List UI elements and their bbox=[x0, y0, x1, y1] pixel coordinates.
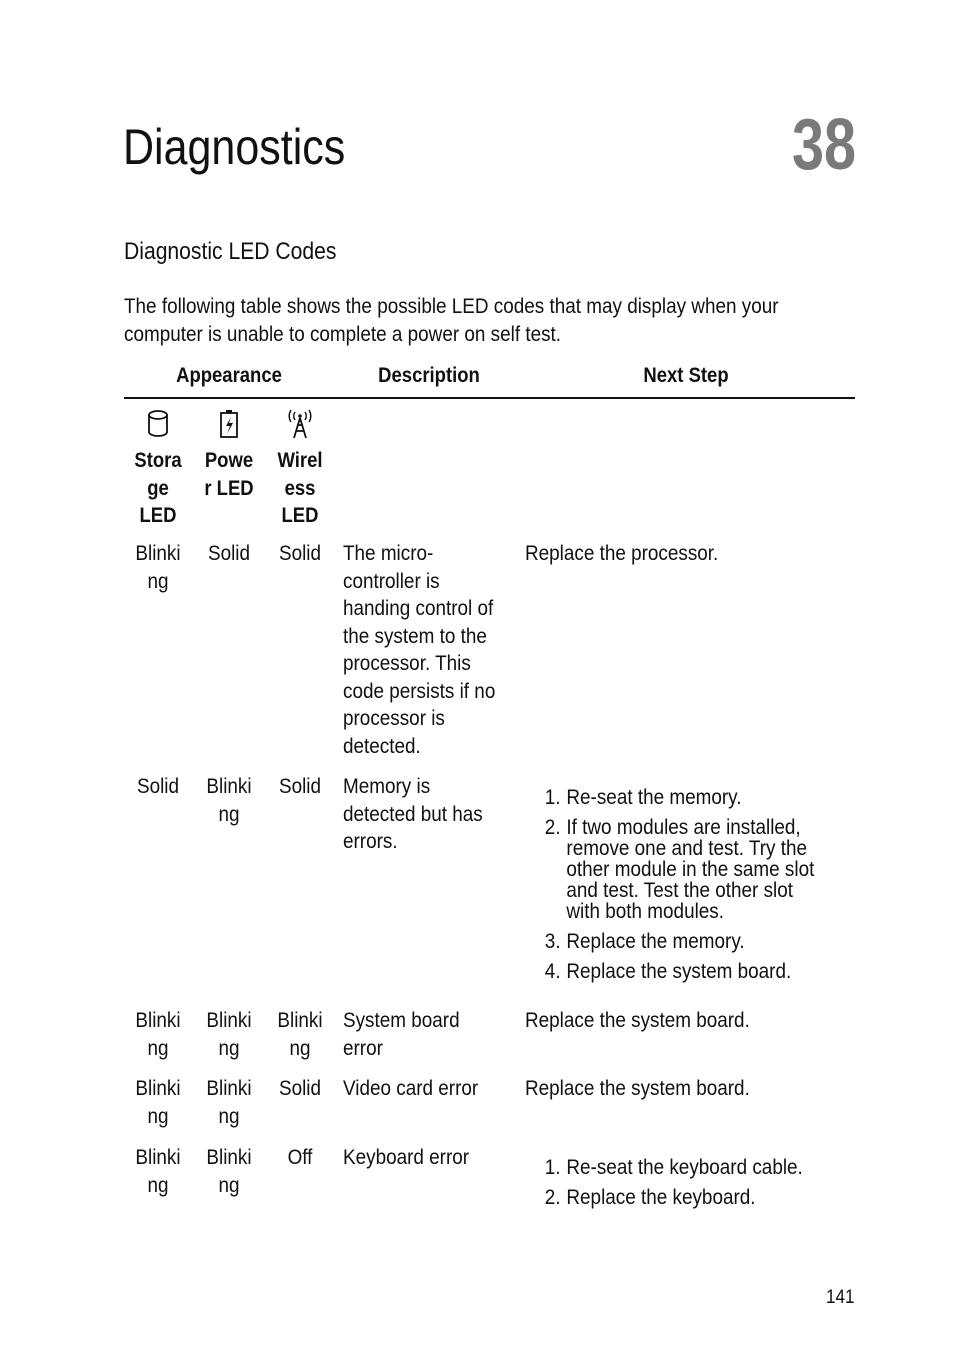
storage-led-state: Blinki ng bbox=[135, 1009, 181, 1060]
power-led-state: Blinki ng bbox=[206, 1077, 252, 1128]
row-description: System board error bbox=[343, 1009, 460, 1060]
next-step-item: Replace the system board. bbox=[566, 960, 792, 983]
storage-led-state: Blinki ng bbox=[135, 1077, 181, 1128]
row-next-steps bbox=[525, 787, 822, 991]
led-icon-row bbox=[124, 399, 855, 534]
page-number: 141 bbox=[826, 1287, 855, 1308]
hard-drive-icon bbox=[128, 409, 188, 445]
wireless-led-state: Blinki ng bbox=[277, 1009, 323, 1060]
led-codes-table bbox=[124, 360, 855, 1209]
wireless-led-label: Wirel ess LED bbox=[277, 449, 323, 527]
storage-led-label: Stora ge LED bbox=[134, 449, 182, 527]
header-description: Description bbox=[378, 364, 480, 387]
next-step-item: Replace the memory. bbox=[566, 930, 745, 953]
row-description: The micro-controller is handing control of the system to the processor. This code persists if no processor is detected. bbox=[343, 542, 496, 758]
storage-led-state: Solid bbox=[136, 775, 180, 798]
header-appearance: Appearance bbox=[176, 364, 282, 387]
wireless-led-state: Off bbox=[287, 1146, 313, 1169]
power-led-state: Blinki ng bbox=[206, 1146, 252, 1197]
chapter-number: 38 bbox=[791, 105, 856, 185]
section-heading: Diagnostic LED Codes bbox=[124, 238, 337, 265]
storage-led-state: Blinki ng bbox=[135, 1146, 181, 1197]
row-next-step: Replace the processor. bbox=[525, 542, 719, 565]
chapter-title: Diagnostics bbox=[123, 119, 346, 175]
power-led-state: Solid bbox=[207, 542, 251, 565]
power-led-state: Blinki ng bbox=[206, 775, 252, 826]
row-next-step: Replace the system board. bbox=[525, 1077, 750, 1100]
row-next-steps bbox=[525, 1157, 822, 1217]
table-header bbox=[124, 360, 855, 399]
header-next-step: Next Step bbox=[643, 364, 729, 387]
row-next-step: Replace the system board. bbox=[525, 1009, 750, 1032]
wireless-antenna-icon bbox=[270, 409, 330, 445]
row-description: Memory is detected but has errors. bbox=[343, 775, 483, 853]
intro-paragraph: The following table shows the possible LED codes that may display when your computer is unable to complete a power on self test. bbox=[124, 295, 779, 346]
battery-power-icon bbox=[199, 409, 259, 445]
next-step-item: Replace the keyboard. bbox=[566, 1186, 756, 1209]
power-led-label: Powe r LED bbox=[204, 449, 254, 500]
next-step-item: If two modules are installed, remove one and test. Try the other module in the same slot and test. Test the other slot with both modules. bbox=[566, 816, 815, 923]
wireless-led-state: Solid bbox=[278, 1077, 322, 1100]
next-step-item: Re-seat the keyboard cable. bbox=[566, 1156, 803, 1179]
next-step-item: Re-seat the memory. bbox=[566, 786, 742, 809]
wireless-led-state: Solid bbox=[278, 775, 322, 798]
row-description: Video card error bbox=[343, 1077, 479, 1100]
wireless-led-state: Solid bbox=[278, 542, 322, 565]
row-description: Keyboard error bbox=[343, 1146, 470, 1169]
power-led-state: Blinki ng bbox=[206, 1009, 252, 1060]
storage-led-state: Blinki ng bbox=[135, 542, 181, 593]
